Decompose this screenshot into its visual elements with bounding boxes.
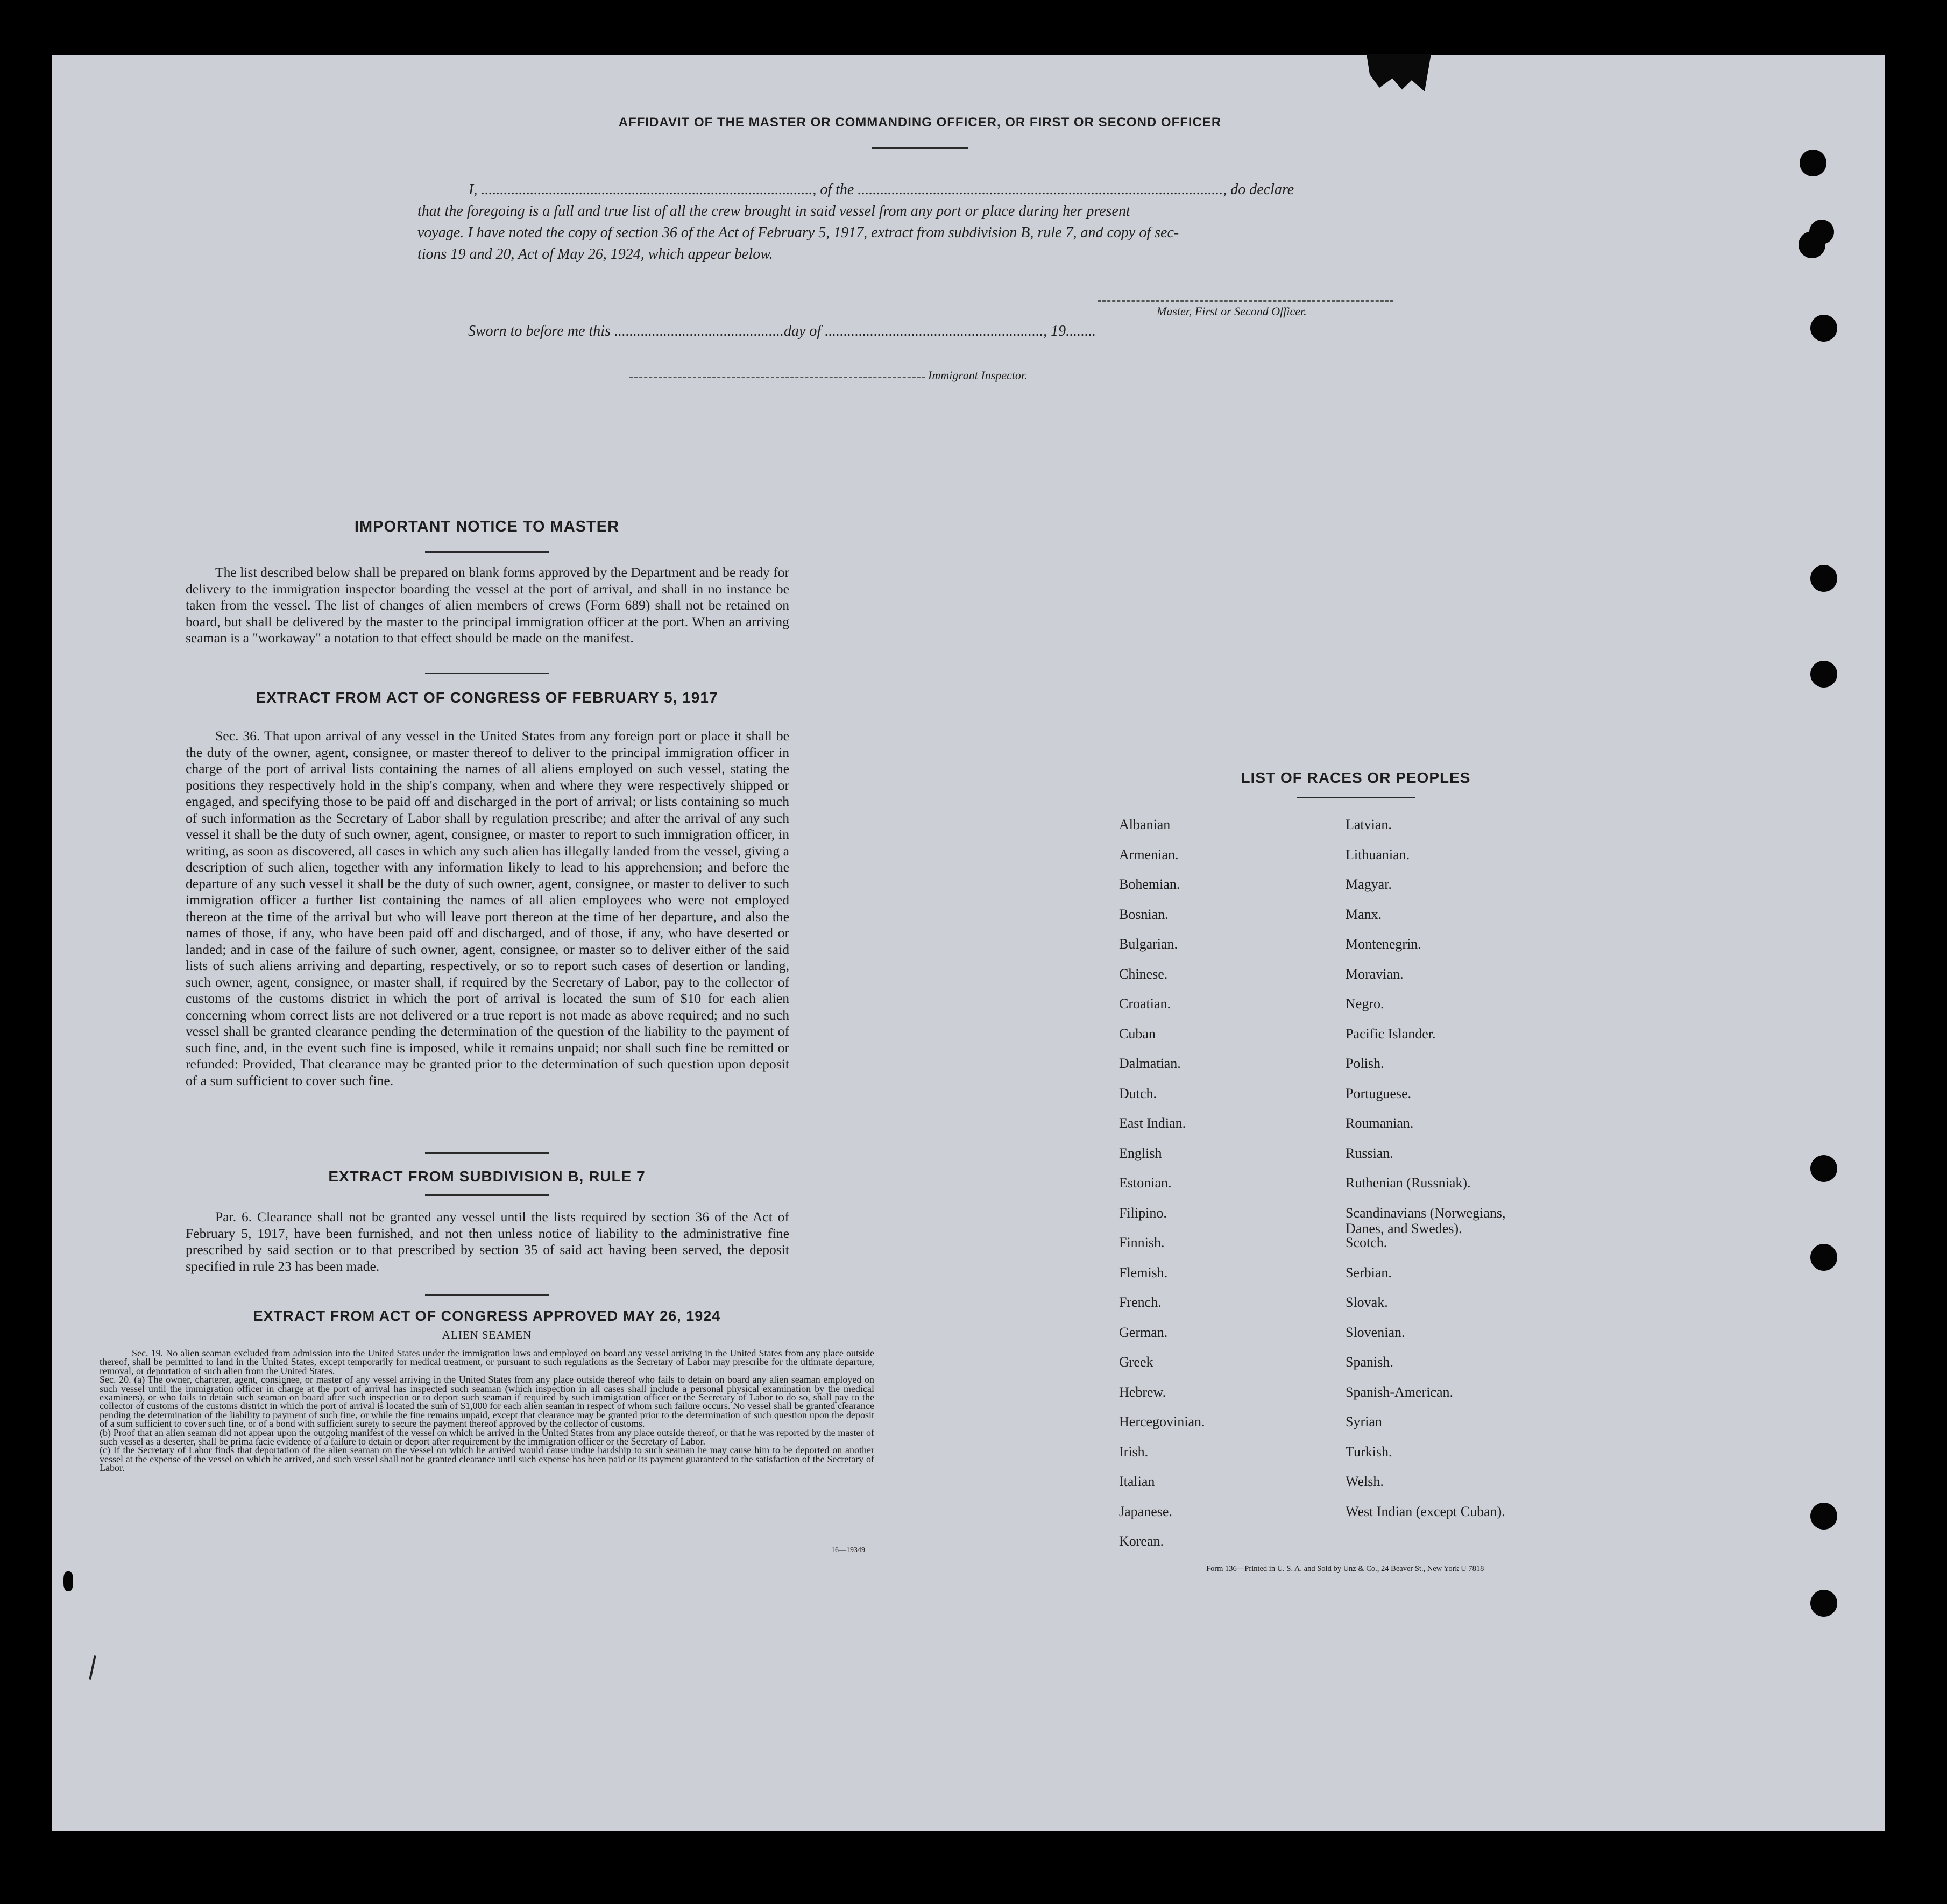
race-item: Armenian.: [1119, 846, 1179, 862]
race-item: Manx.: [1346, 906, 1382, 922]
divider: [425, 1194, 549, 1196]
race-item: English: [1119, 1145, 1162, 1161]
race-item: Bulgarian.: [1119, 936, 1178, 952]
divider: [425, 1152, 549, 1154]
punch-hole: [1810, 1503, 1837, 1530]
race-item: Serbian.: [1346, 1264, 1392, 1280]
affidavit-line: I, ........................................................................................, of the ................................................................................................., do declare: [469, 181, 1294, 198]
races-title: LIST OF RACES OR PEOPLES: [1241, 769, 1471, 786]
race-item: Syrian: [1346, 1414, 1382, 1429]
race-item: Moravian.: [1346, 966, 1404, 982]
extract-1924-subtitle: ALIEN SEAMEN: [442, 1328, 532, 1341]
race-item: Hebrew.: [1119, 1384, 1166, 1400]
race-item: Slovak.: [1346, 1294, 1388, 1310]
notice-text: The list described below shall be prepared on blank forms approved by the Department and be ready for delivery to the immigration inspector boarding the vessel at the port of arrival, and shall in no instance be taken from the vessel. The list of changes of alien members of crews (Form 689) shall not be retained on board, but shall be delivered by the master to the principal immigration officer at the port. When an arriving seaman is a "workaway" a notation to that effect should be made on the manifest.: [186, 564, 789, 646]
race-item: Lithuanian.: [1346, 846, 1410, 862]
extract-1924-text: Sec. 19. No alien seaman excluded from admission into the United States under the immigration laws and employed on board any vessel arriving in the United States from any place outside thereof, shall be permitted to land in the United States, except temporarily for medical treatment, or pursuant to such regulations as the Secretary of Labor may prescribe for the ultimate departure, removal, or deportation of such alien from the United States. Sec. 20. (a) The owner, charterer, agent, consignee, or master of any vessel arriving in the United States from any place outside thereof who fails to detain on board any alien seaman employed on such vessel until the immigration officer in charge at the port of arrival has inspected such seaman (which inspection in all cases shall include a personal physical examination by the medical examiners), or who fails to detain such seaman on board after such inspection or to deport such seaman if required by such immigration officer or the Secretary of Labor to do so, shall pay to the collector of customs of the customs district in which the port of arrival is located the sum of $1,000 for each alien seaman in respect of whom such failure occurs. No vessel shall be granted clearance pending the determination of the liability to payment of such fine, or while the fine remains unpaid, except that clearance may be granted prior to the determination of such question upon the deposit of a sum sufficient to cover such fine, or of a bond with sufficient surety to secure the payment thereof approved by the collector of customs. (b) Proof that an alien seaman did not appear upon the outgoing manifest of the vessel on which he arrived in the United States from any place outside thereof, or that he was reported by the master of such vessel as a deserter, shall be prima facie evidence of a failure to detain or deport after requirement by the immigration officer or the Secretary of Labor. (c) If the Secretary of Labor finds that deportation of the alien seaman on the vessel on which he arrived would cause undue hardship to such seaman he may cause him to be deported on another vessel at the expense of the vessel on which he arrived, and such vessel shall not be granted clearance until such expense has been paid or its payment guaranteed to the satisfaction of the Secretary of Labor.: [100, 1348, 874, 1474]
race-item: Dalmatian.: [1119, 1056, 1181, 1071]
race-item: Turkish.: [1346, 1443, 1392, 1460]
race-item: Irish.: [1119, 1443, 1149, 1460]
race-item: Dutch.: [1119, 1085, 1157, 1101]
punch-hole: [1799, 231, 1825, 258]
race-item: Albanian: [1119, 817, 1171, 832]
race-item: Finnish.: [1119, 1235, 1165, 1250]
extract-1924-title: EXTRACT FROM ACT OF CONGRESS APPROVED MAY 26, 1924: [253, 1308, 721, 1324]
race-item: Chinese.: [1119, 966, 1168, 982]
race-item: Flemish.: [1119, 1264, 1168, 1280]
race-item: Polish.: [1346, 1056, 1384, 1071]
master-signature-line: [1098, 300, 1393, 302]
race-item: Welsh.: [1346, 1474, 1384, 1489]
race-item: Magyar.: [1346, 876, 1392, 892]
race-item: Scotch.: [1346, 1235, 1387, 1250]
race-item: Spanish-American.: [1346, 1384, 1454, 1400]
race-item: Greek: [1119, 1354, 1153, 1370]
divider: [1297, 797, 1415, 798]
race-item: Korean.: [1119, 1533, 1164, 1549]
race-item: Croatian.: [1119, 996, 1171, 1011]
form-code: 16—19349: [831, 1546, 865, 1554]
race-item: German.: [1119, 1324, 1168, 1340]
inspector-signature-line: [629, 377, 925, 378]
race-item: Pacific Islander.: [1346, 1025, 1436, 1042]
affidavit-line: that the foregoing is a full and true list of all the crew brought in said vessel from any port or place during her present: [417, 203, 1130, 220]
race-item: Japanese.: [1119, 1503, 1172, 1519]
extract-1917-title: EXTRACT FROM ACT OF CONGRESS OF FEBRUARY 5, 1917: [256, 689, 718, 706]
affidavit-body: [417, 179, 1429, 265]
race-item: French.: [1119, 1294, 1162, 1310]
race-item: Bosnian.: [1119, 906, 1169, 922]
divider: [425, 551, 549, 553]
extract-rule7-title: EXTRACT FROM SUBDIVISION B, RULE 7: [328, 1168, 646, 1185]
race-item: Russian.: [1346, 1145, 1393, 1161]
punch-hole: [1810, 1590, 1837, 1617]
divider: [872, 147, 968, 149]
master-caption: Master, First or Second Officer.: [1157, 305, 1307, 318]
race-item: Cuban: [1119, 1025, 1156, 1042]
inspector-caption: Immigrant Inspector.: [928, 369, 1028, 382]
extract-rule7-text: Par. 6. Clearance shall not be granted any vessel until the lists required by section 36 of the Act of February 5, 1917, have been furnished, and not then unless notice of liability to the administrative fine prescribed by said section or to that prescribed by section 35 of said act having been served, the deposit specified in rule 23 has been made.: [186, 1209, 789, 1274]
race-item: Latvian.: [1346, 817, 1392, 832]
race-item: Spanish.: [1346, 1354, 1393, 1370]
divider: [425, 1294, 549, 1296]
race-item: Filipino.: [1119, 1205, 1167, 1221]
race-item: Italian: [1119, 1474, 1155, 1489]
notice-title: IMPORTANT NOTICE TO MASTER: [354, 518, 620, 535]
punch-hole: [1800, 150, 1826, 176]
sworn-line: Sworn to before me this .............................................day of .........................................................., 19........: [468, 323, 1096, 339]
race-item: Scandinavians (Norwegians, Danes, and Swedes).: [1346, 1205, 1506, 1236]
race-item: Montenegrin.: [1346, 936, 1421, 952]
affidavit-line: tions 19 and 20, Act of May 26, 1924, which appear below.: [417, 246, 773, 263]
affidavit-line: voyage. I have noted the copy of section 36 of the Act of February 5, 1917, extract from subdivision B, rule 7, and copy of sec-: [417, 224, 1179, 241]
race-item: Hercegovinian.: [1119, 1414, 1205, 1429]
race-item: Roumanian.: [1346, 1115, 1414, 1131]
punch-hole: [1810, 565, 1837, 592]
race-item: Negro.: [1346, 996, 1384, 1011]
race-item: Ruthenian (Russniak).: [1346, 1175, 1471, 1191]
race-item: Estonian.: [1119, 1175, 1172, 1191]
punch-hole: [1810, 315, 1837, 342]
punch-hole: [1810, 1244, 1837, 1271]
race-item: Portuguese.: [1346, 1085, 1412, 1101]
punch-hole: [1810, 1155, 1837, 1182]
race-item: Bohemian.: [1119, 876, 1180, 892]
race-item: West Indian (except Cuban).: [1346, 1503, 1505, 1519]
form-footer: Form 136—Printed in U. S. A. and Sold by Unz & Co., 24 Beaver St., New York U 7818: [1206, 1565, 1484, 1573]
extract-1917-text: Sec. 36. That upon arrival of any vessel in the United States from any foreign port or place it shall be the duty of the owner, agent, consignee, or master thereof to deliver to the principal immigration officer in charge of the port of arrival lists containing the names of all aliens employed on such vessel, stating the positions they respectively hold in the ship's company, when and where they were respectively shipped or engaged, and specifying those to be paid off and discharged in the port of arrival; or lists containing so much of such information as the Secretary of Labor shall by regulation prescribe; and after the arrival of any such vessel it shall be the duty of such owner, agent, consignee, or master to report to such immigration officer, in writing, as soon as discovered, all cases in which any such alien has illegally landed from the vessel, giving a description of such alien, together with any information likely to lead to his apprehension; and before the departure of any such vessel it shall be the duty of such owner, agent, consignee, or master to deliver to such immigration officer a further list containing the names of all alien employees who were not employed thereon at the time of the arrival but who will leave port thereon at the time of her departure, and also the names of those, if any, who have been paid off and discharged, and of those, if any, who have deserted or landed; and in case of the failure of such owner, agent, consignee, or master so to deliver either of the said lists of such aliens arriving and departing, respectively, or so to report such cases of desertion or landing, such owner, agent, consignee, or master shall, if required by the Secretary of Labor, pay to the collector of customs of the customs district in which the port of arrival is located the sum of $10 for each alien concerning whom correct lists are not delivered or a true report is not made as above required; and no such vessel shall be granted clearance pending the determination of the question of the liability to the payment of such fine, and, in the event such fine is imposed, while it remains unpaid; nor shall such fine be remitted or refunded: Provided, That clearance may be granted prior to the determination of such question upon deposit of a sum sufficient to cover such fine.: [186, 728, 789, 1088]
divider: [425, 673, 549, 674]
race-item: Slovenian.: [1346, 1324, 1405, 1340]
affidavit-title: AFFIDAVIT OF THE MASTER OR COMMANDING OFFICER, OR FIRST OR SECOND OFFICER: [618, 115, 1222, 130]
ink-mark: [63, 1571, 73, 1591]
race-item: East Indian.: [1119, 1115, 1186, 1131]
punch-hole: [1810, 661, 1837, 688]
